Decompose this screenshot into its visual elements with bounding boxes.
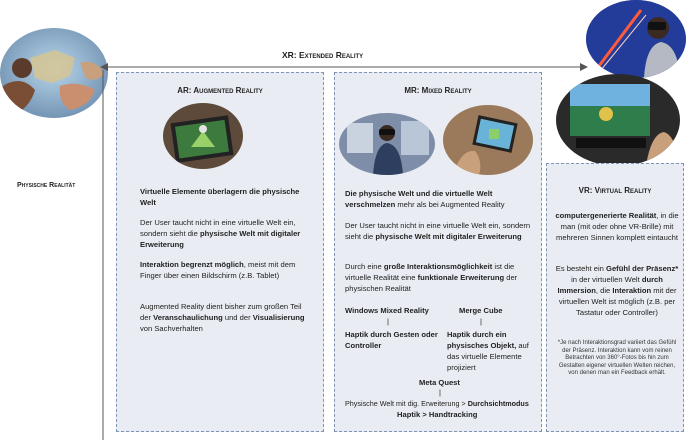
physical-world-image bbox=[0, 28, 108, 118]
ar-paragraph-4: Augmented Reality dient bisher zum großen Teil der Veranschaulichung und der Visualisierung von Sachverhalten bbox=[140, 302, 305, 333]
mr-paragraph-3: Durch eine große Interaktionsmöglichkeit ist die virtuelle Realität eine funktionale Erweiterung der physischen Realität bbox=[345, 262, 518, 293]
wmr-bar: | bbox=[387, 317, 389, 326]
mr-paragraph-1: Die physische Welt und die virtuelle Welt verschmelzen mehr als bei Augmented Reality bbox=[345, 189, 505, 209]
wmr-text: Haptik durch Gesten oder Controller bbox=[345, 330, 438, 350]
mr-headset-image bbox=[339, 113, 435, 175]
ar-tablet-image bbox=[163, 103, 243, 169]
ar-paragraph-1: Virtuelle Elemente überlagern die physische Welt bbox=[140, 187, 300, 207]
xr-title: XR: Extended Reality bbox=[282, 50, 364, 60]
vr-title: VR: Virtual Reality bbox=[578, 186, 652, 195]
vr-panel bbox=[546, 163, 684, 432]
vr-paragraph-1: computergenerierte Realität, in die man (mit oder ohne VR-Brille) mit mehreren Sinnen komplett eintaucht bbox=[555, 211, 679, 242]
vr-headset-image bbox=[586, 0, 686, 78]
mc-text: Haptik durch ein physisches Objekt, auf das virtuelle Elemente projiziert bbox=[447, 330, 529, 372]
mq-line-2: Haptik > Handtracking bbox=[397, 410, 478, 419]
mq-title: Meta Quest bbox=[419, 378, 460, 387]
mq-bar: | bbox=[439, 388, 441, 397]
vr-game-image bbox=[556, 74, 680, 166]
ar-panel bbox=[116, 72, 324, 432]
ar-paragraph-3: Interaktion begrenzt möglich, meist mit dem Finger über einen Bildschirm (z.B. Tablet) bbox=[140, 260, 296, 280]
vr-footnote: *Je nach Interaktionsgrad variiert das Gefühl der Präsenz. Interaktion kann vom reinen Betrachten von 360°-Fotos bis hin zum Gestalten eigener virtuellen Welten reichen, von denen man ein Feedback erhält. bbox=[557, 340, 677, 377]
physical-reality-label: Physische Realität bbox=[17, 182, 76, 189]
mr-title: MR: Mixed Reality bbox=[404, 86, 472, 95]
mc-bar: | bbox=[480, 317, 482, 326]
wmr-title: Windows Mixed Reality bbox=[345, 306, 429, 315]
physical-axis-line bbox=[101, 70, 105, 440]
mr-merge-cube-image bbox=[443, 105, 533, 175]
mr-panel bbox=[334, 72, 542, 432]
mq-line-1: Physische Welt mit dig. Erweiterung > Durchsichtmodus bbox=[345, 399, 529, 408]
ar-title: AR: Augmented Reality bbox=[177, 86, 263, 95]
mc-title: Merge Cube bbox=[459, 306, 503, 315]
mr-paragraph-2: Der User taucht nicht in eine virtuelle Welt ein, sondern sieht die physische Welt mit digitaler Erweiterung bbox=[345, 221, 531, 241]
vr-paragraph-2: Es besteht ein Gefühl der Präsenz* in der virtuellen Welt durch Immersion, die Interaktion mit der virtuellen Welt ist möglich (z.B. per Tastatur oder Controller) bbox=[555, 264, 679, 317]
ar-paragraph-2: Der User taucht nicht in eine virtuelle Welt ein, sondern sieht die physische Welt mit digitaler Erweiterung bbox=[140, 218, 301, 249]
